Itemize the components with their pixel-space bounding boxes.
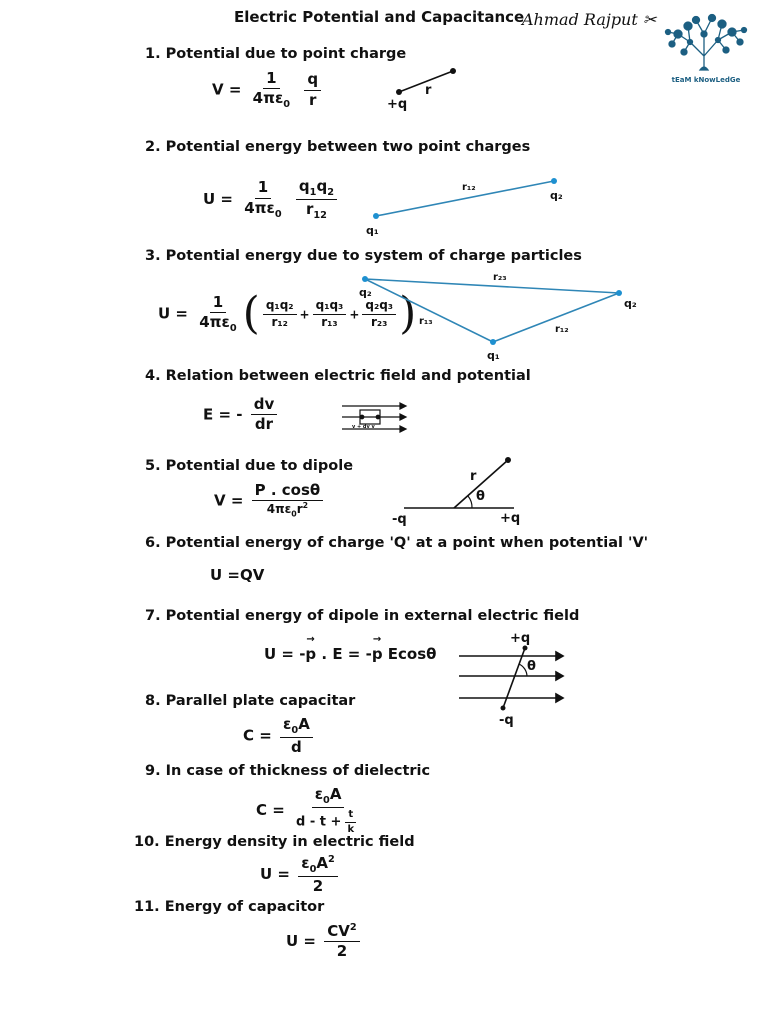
label-q1: q₁ xyxy=(366,224,379,237)
label-r12: r₁₂ xyxy=(462,182,476,193)
point-charge-diagram xyxy=(385,62,475,112)
author-signature: Ahmad Rajput ✂ xyxy=(522,10,657,29)
label-r: r xyxy=(425,83,432,98)
label-r12: r₁₂ xyxy=(555,324,569,335)
label-q1: q₁ xyxy=(487,349,500,362)
label-r: r xyxy=(470,469,477,484)
section-7-heading: 7. Potential energy of dipole in external electric field xyxy=(145,608,580,624)
section-11-equation: U = $\frac{CV^2}{2}$ xyxy=(286,922,363,961)
three-charges-diagram xyxy=(355,268,645,364)
tree-icon xyxy=(666,15,747,71)
label-v-dv: v + dv v xyxy=(352,424,375,430)
label-r13: r₁₃ xyxy=(419,316,433,327)
section-10-equation: U = $\frac{\varepsilon_0A^2}{2}$ xyxy=(260,854,341,895)
section-10-heading: 10. Energy density in electric field xyxy=(134,834,415,850)
label-theta: θ xyxy=(476,489,485,504)
section-4-heading: 4. Relation between electric field and potential xyxy=(145,368,531,384)
section-4-equation: E = - $\frac{dv}{dr}$ xyxy=(203,396,280,434)
section-5-heading: 5. Potential due to dipole xyxy=(145,458,354,474)
label-plus-q: +q xyxy=(510,631,531,646)
section-5-equation: V = $\frac{P . \cos\theta}{4\pi\varepsilon_0r^2}$ xyxy=(214,482,326,520)
page-title: Electric Potential and Capacitance xyxy=(234,8,525,26)
label-q2-left: q₂ xyxy=(359,286,372,299)
section-2-heading: 2. Potential energy between two point charges xyxy=(145,139,531,155)
label-minus-q: -q xyxy=(392,512,407,527)
section-3-equation: U = $\frac{1}{4\pi\varepsilon_0}$ ( $\frac{\text{q₁q₂}}{\text{r₁₂}}$ + $\frac{\text{q₁q₃}}{\text{r₁₃}}$ + $\frac{\text{q₂q₃}}{\text{r₂₃}}$ ) xyxy=(158,288,417,339)
label-minus-q: -q xyxy=(499,713,514,728)
label-q2: q₂ xyxy=(550,189,563,202)
logo-text: tEaM kNowLedGe xyxy=(671,76,741,84)
two-charges-diagram xyxy=(360,172,580,238)
label-q2-right: q₂ xyxy=(624,297,637,310)
section-6-heading: 6. Potential energy of charge 'Q' at a point when potential 'V' xyxy=(145,535,649,551)
section-8-heading: 8. Parallel plate capacitar xyxy=(145,693,356,709)
label-r23: r₂₃ xyxy=(493,272,507,283)
section-11-heading: 11. Energy of capacitor xyxy=(134,899,325,915)
section-9-heading: 9. In case of thickness of dielectric xyxy=(145,763,431,779)
label-theta: θ xyxy=(527,659,536,674)
section-1-equation: V = $\frac{1}{4\pi\varepsilon_0}$ $\frac{q}{r}$ xyxy=(212,70,324,110)
label-plus-q: +q xyxy=(500,511,521,526)
section-9-equation: C = $\varepsilon_0A$ d - t + $\frac{t}{k}$ xyxy=(256,786,366,835)
field-potential-diagram xyxy=(338,398,410,438)
section-3-heading: 3. Potential energy due to system of charge particles xyxy=(145,248,582,264)
section-2-equation: U = $\frac{1}{4\pi\varepsilon_0}$ $\frac{q_1q_2}{r_{12}}$ xyxy=(203,178,340,221)
section-7-equation: U = -→ p . E = -→ p Ecosθ xyxy=(264,645,436,663)
section-1-heading: 1. Potential due to point charge xyxy=(145,46,407,62)
section-8-equation: C = $\frac{\varepsilon_0A}{d}$ xyxy=(243,716,316,756)
dipole-diagram xyxy=(390,456,530,528)
label-plus-q: +q xyxy=(387,97,408,112)
team-knowledge-logo xyxy=(660,12,752,88)
section-6-equation: U =QV xyxy=(210,566,265,584)
dipole-in-field-diagram xyxy=(455,628,570,728)
